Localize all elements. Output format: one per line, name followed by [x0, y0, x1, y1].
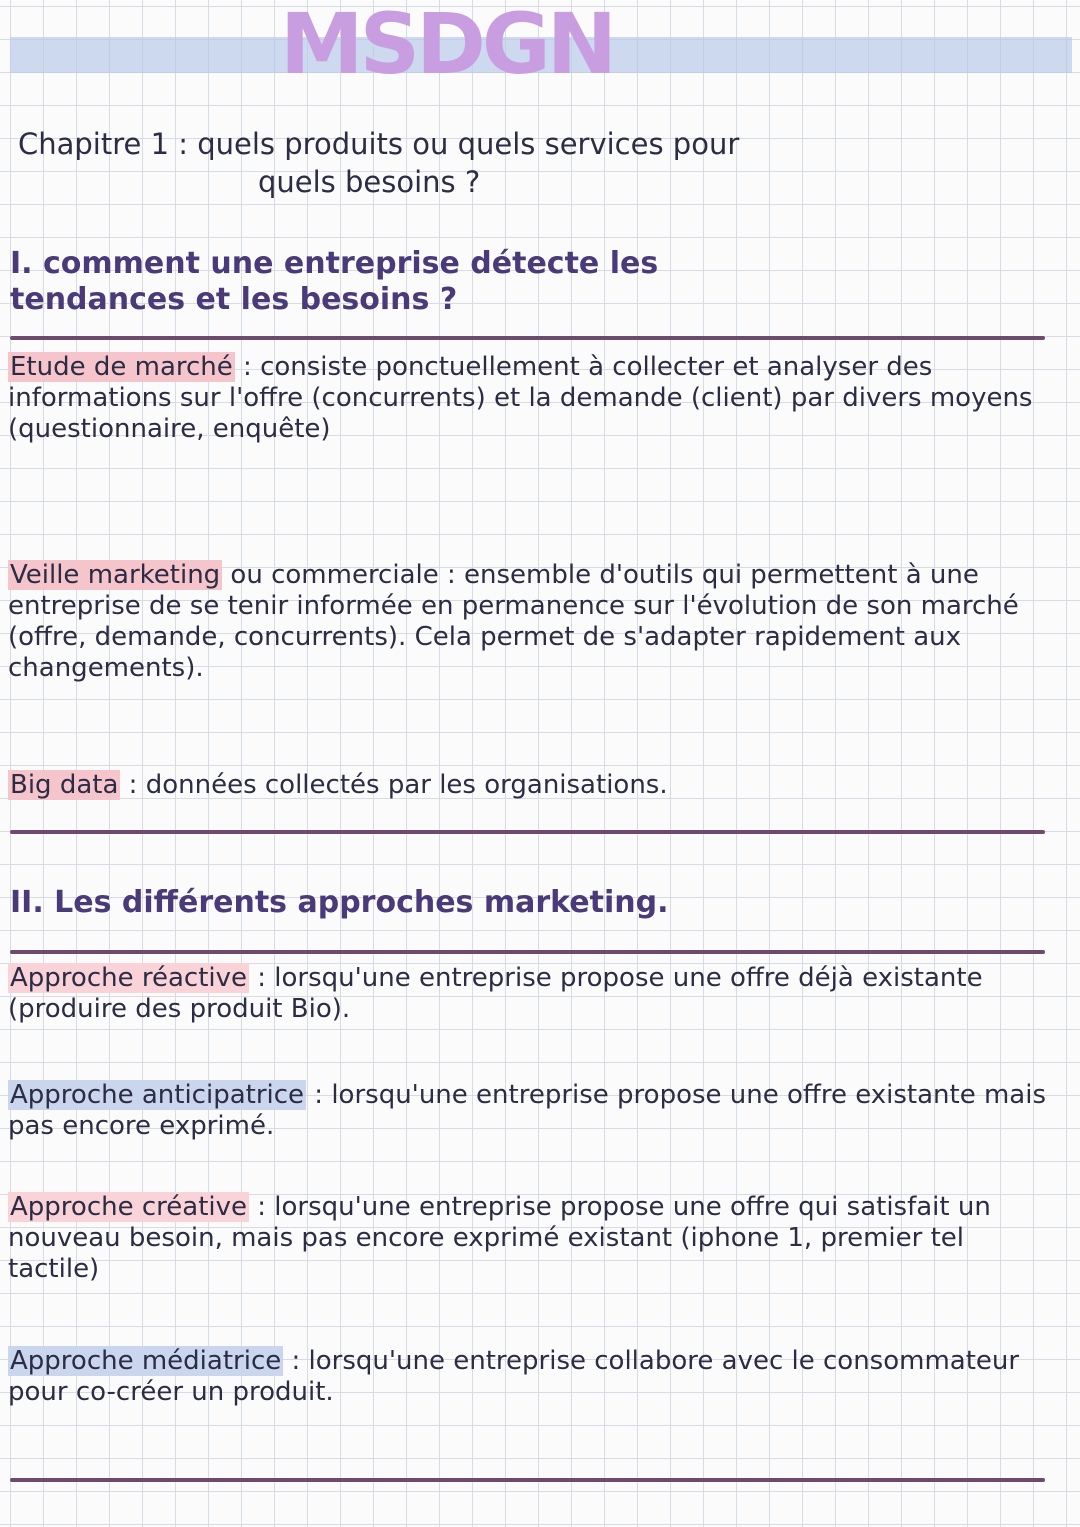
term-approche-mediatrice: Approche médiatrice: [10, 1346, 282, 1376]
paragraph-etude: [8, 352, 1058, 445]
divider-line: [10, 336, 1045, 340]
divider-line: [10, 830, 1045, 834]
chapter-title-line2: quels besoins ?: [258, 165, 481, 199]
paragraph-approche-mediatrice: [8, 1346, 1058, 1408]
term-veille: Veille marketing: [10, 560, 221, 590]
paragraph-veille: [8, 560, 1058, 684]
definition-etude: consiste ponctuellement à collecter et analyser des informations sur l'offre (concurrents) et la demande (client) par divers moyens (questionnaire, enquête): [8, 352, 1033, 444]
section1-title-line1: I. comment une entreprise détecte les: [10, 246, 659, 281]
definition-approche-anticipatrice: : lorsqu'une entreprise propose une offre existante mais pas encore exprimé.: [8, 1080, 1047, 1141]
divider-line: [10, 950, 1045, 954]
term-approche-reactive: Approche réactive: [10, 963, 247, 993]
paragraph-approche-reactive: [8, 963, 1058, 1025]
separator: :: [234, 352, 261, 382]
term-etude: Etude de marché: [10, 352, 233, 382]
section2-title: II. Les différents approches marketing.: [10, 885, 669, 920]
chapter-title-line1: Chapitre 1 : quels produits ou quels services pour: [18, 127, 740, 161]
term-approche-creative: Approche créative: [10, 1192, 247, 1222]
definition-approche-reactive: : lorsqu'une entreprise propose une offre déjà existante (produire des produit Bio).: [8, 963, 983, 1024]
divider-line: [10, 1478, 1045, 1482]
brand-logo: MSDGN: [280, 0, 614, 93]
term-bigdata: Big data: [10, 770, 119, 800]
definition-approche-creative: : lorsqu'une entreprise propose une offre qui satisfait un nouveau besoin, mais pas encore exprimé existant (iphone 1, premier tel tactile): [8, 1192, 991, 1284]
section1-title-line2: tendances et les besoins ?: [10, 282, 458, 317]
term-approche-anticipatrice: Approche anticipatrice: [10, 1080, 305, 1110]
definition-bigdata: données collectés par les organisations.: [145, 770, 668, 800]
separator: :: [120, 770, 146, 800]
definition-veille: ou commerciale : ensemble d'outils qui permettent à une entreprise de se tenir informée en permanence sur l'évolution de son marché (offre, demande, concurrents). Cela permet de s'adapter rapidement aux changements).: [8, 560, 1019, 683]
paragraph-approche-anticipatrice: [8, 1080, 1058, 1142]
paragraph-approche-creative: [8, 1192, 1058, 1285]
definition-approche-mediatrice: : lorsqu'une entreprise collabore avec le consommateur pour co-créer un produit.: [8, 1346, 1020, 1407]
paragraph-bigdata: [8, 770, 1058, 801]
